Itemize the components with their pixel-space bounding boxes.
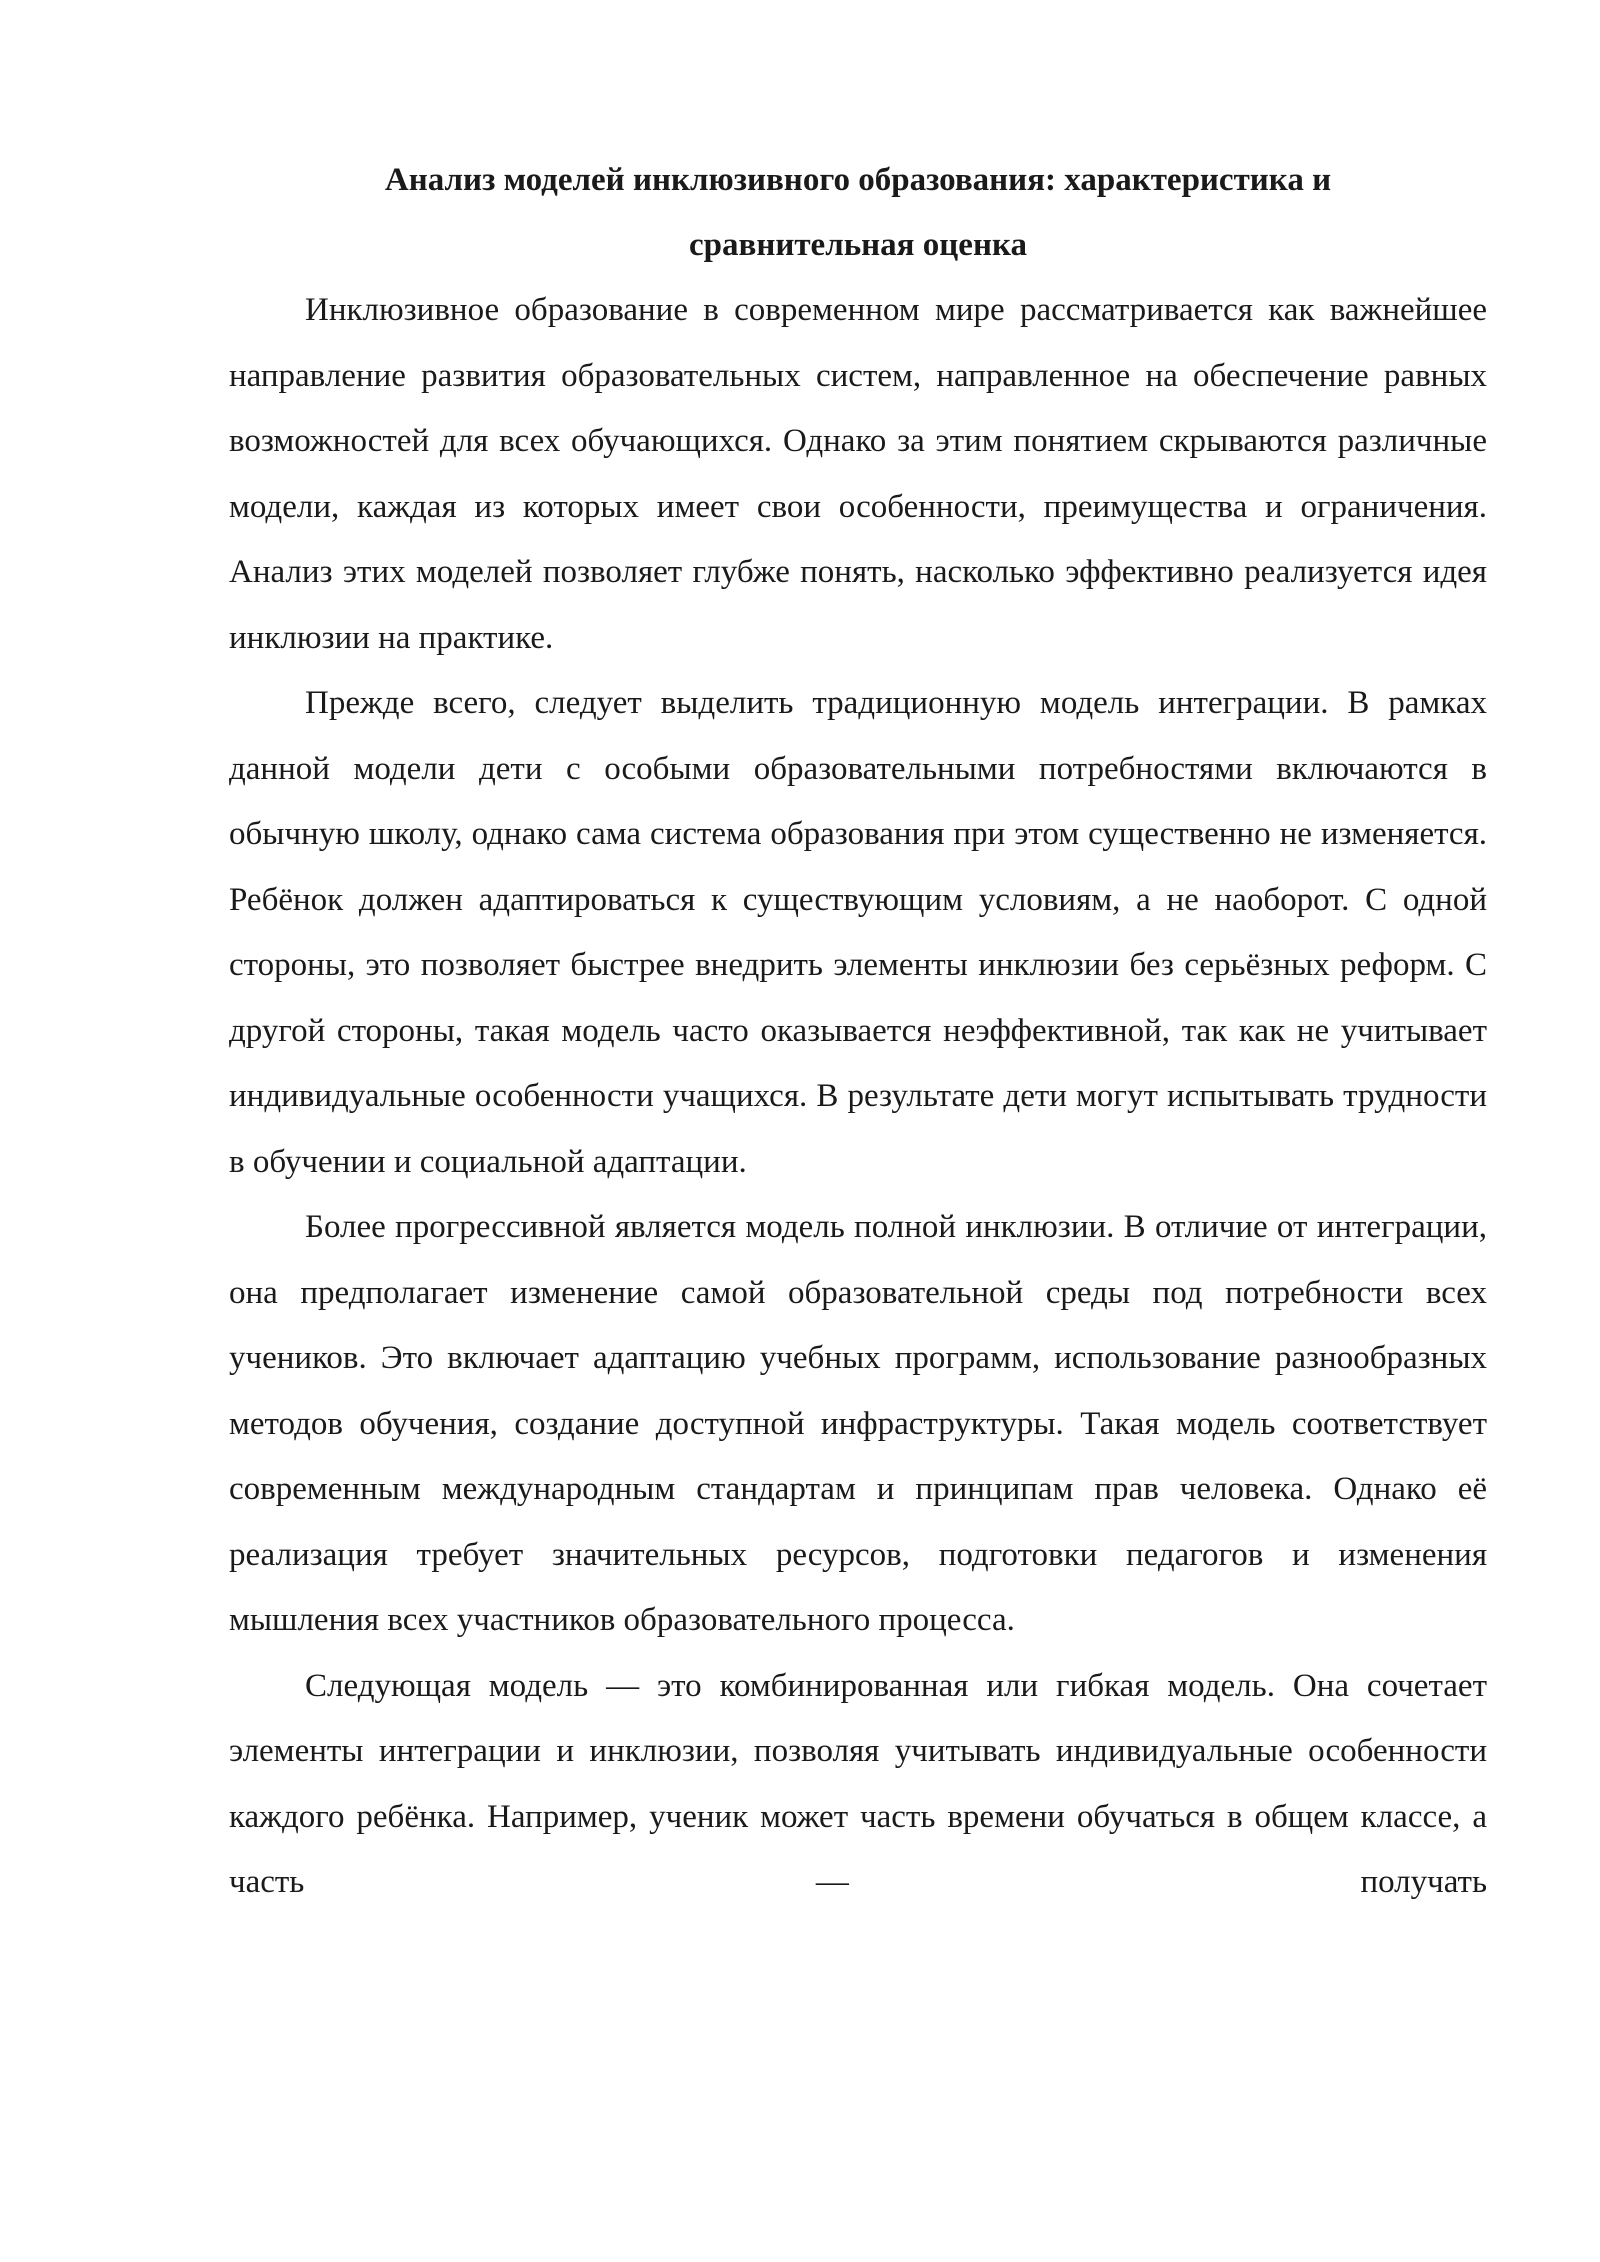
- paragraph-integration-model: Прежде всего, следует выделить традиционную модель интеграции. В рамках данной модели дети с особыми образовательными потребностями включаются в обычную школу, однако сама система образования при этом существенно не изменяется. Ребёнок должен адаптироваться к существующим условиям, а не наоборот. С одной стороны, это позволяет быстрее внедрить элементы инклюзии без серьёзных реформ. С другой стороны, такая модель часто оказывается неэффективной, так как не учитывает индивидуальные особенности учащихся. В результате дети могут испытывать трудности в обучении и социальной адаптации.: [229, 685, 1487, 1180]
- document-body: [229, 148, 1487, 1916]
- paragraph-intro: Инклюзивное образование в современном мире рассматривается как важнейшее направление развития образовательных систем, направленное на обеспечение равных возможностей для всех обучающихся. Однако за этим понятием скрываются различные модели, каждая из которых имеет свои особенности, преимущества и ограничения. Анализ этих моделей позволяет глубже понять, насколько эффективно реализуется идея инклюзии на практике.: [229, 292, 1487, 656]
- paragraph-combined-model: Следующая модель — это комбинированная или гибкая модель. Она сочетает элементы интеграции и инклюзии, позволяя учитывать индивидуальные особенности каждого ребёнка. Например, ученик может часть времени обучаться в общем классе, а часть — получать: [229, 1667, 1487, 1900]
- paragraph-full-inclusion-model: Более прогрессивной является модель полной инклюзии. В отличие от интеграции, она предполагает изменение самой образовательной среды под потребности всех учеников. Это включает адаптацию учебных программ, использование разнообразных методов обучения, создание доступной инфраструктуры. Такая модель соответствует современным международным стандартам и принципам прав человека. Однако её реализация требует значительных ресурсов, подготовки педагогов и изменения мышления всех участников образовательного процесса.: [229, 1209, 1487, 1638]
- document-title: Анализ моделей инклюзивного образования: характеристика и сравнительная оценка: [384, 162, 1332, 263]
